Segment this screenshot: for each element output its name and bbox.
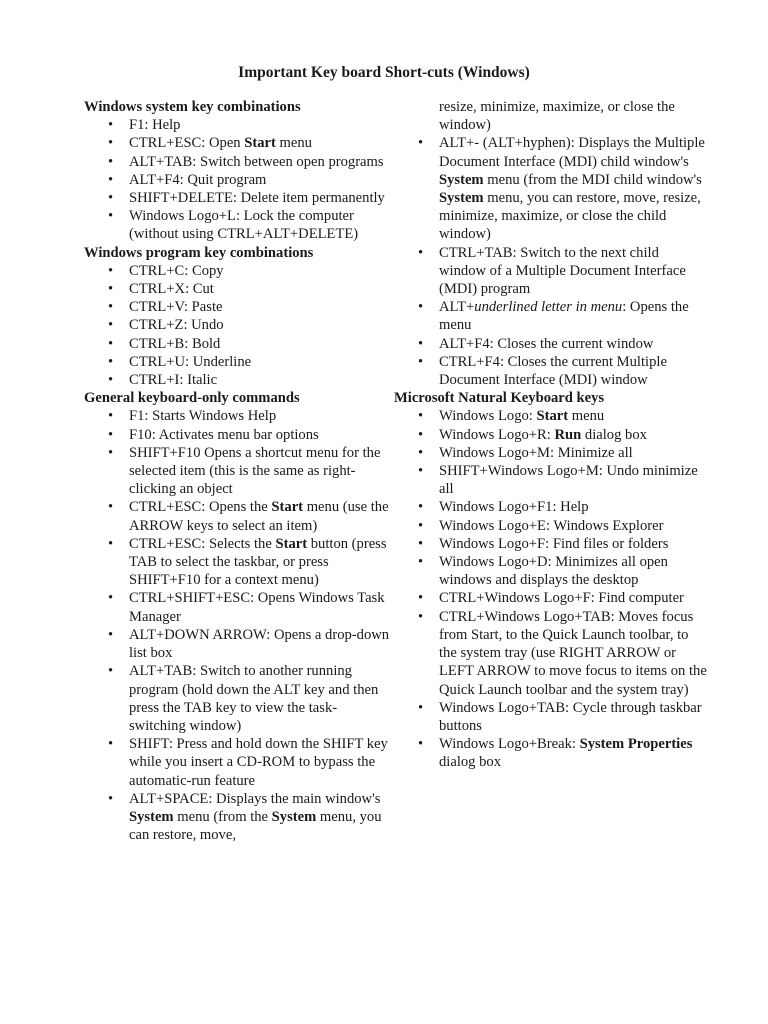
list-item: • CTRL+B: Bold bbox=[84, 335, 390, 353]
list-item: • Windows Logo+D: Minimizes all open windows and displays the desktop bbox=[394, 553, 708, 589]
list-item: • CTRL+ESC: Selects the Start button (press TAB to select the taskbar, or press SHIFT+F10 for a context menu) bbox=[84, 535, 390, 590]
list-item: • F10: Activates menu bar options bbox=[84, 426, 390, 444]
list-item: • CTRL+ESC: Open Start menu bbox=[84, 134, 390, 152]
list-item: • SHIFT+Windows Logo+M: Undo minimize all bbox=[394, 462, 708, 498]
right-column bbox=[394, 98, 708, 772]
list-item: • CTRL+C: Copy bbox=[84, 262, 390, 280]
bullet-list bbox=[394, 98, 708, 134]
list-item: • ALT+TAB: Switch between open programs bbox=[84, 153, 390, 171]
list-item: • ALT+SPACE: Displays the main window's System menu (from the System menu, you can restore, move, bbox=[84, 790, 390, 845]
list-item: • CTRL+ESC: Opens the Start menu (use the ARROW keys to select an item) bbox=[84, 498, 390, 534]
list-item: • CTRL+V: Paste bbox=[84, 298, 390, 316]
section-heading: Microsoft Natural Keyboard keys bbox=[394, 390, 605, 407]
bullet-list bbox=[84, 407, 390, 844]
list-item: • ALT+underlined letter in menu: Opens the menu bbox=[394, 298, 708, 334]
bullet-list bbox=[84, 116, 390, 243]
section-heading: General keyboard-only commands bbox=[84, 390, 300, 407]
list-item-continuation: resize, minimize, maximize, or close the window) bbox=[439, 99, 675, 134]
list-item: • ALT+- (ALT+hyphen): Displays the Multiple Document Interface (MDI) child window's System menu (from the MDI child window's System menu, you can restore, move, resize, minimize, maximize, or close the child window) bbox=[394, 134, 708, 243]
list-item: • ALT+DOWN ARROW: Opens a drop-down list box bbox=[84, 626, 390, 662]
list-item: • CTRL+I: Italic bbox=[84, 371, 390, 389]
list-item: • Windows Logo+L: Lock the computer (without using CTRL+ALT+DELETE) bbox=[84, 207, 390, 243]
list-item: • Windows Logo: Start menu bbox=[394, 407, 708, 425]
list-item: • Windows Logo+F: Find files or folders bbox=[394, 535, 708, 553]
list-item: • CTRL+F4: Closes the current Multiple Document Interface (MDI) window bbox=[394, 353, 708, 389]
list-item: • ALT+F4: Closes the current window bbox=[394, 335, 708, 353]
list-item: • F1: Help bbox=[84, 116, 390, 134]
list-item: • Windows Logo+TAB: Cycle through taskbar buttons bbox=[394, 699, 708, 735]
bullet-list bbox=[394, 134, 708, 389]
list-item: • ALT+TAB: Switch to another running program (hold down the ALT key and then press the TAB key to view the task-switching window) bbox=[84, 662, 390, 735]
list-item: • Windows Logo+M: Minimize all bbox=[394, 444, 708, 462]
bullet-list bbox=[84, 262, 390, 389]
list-item: • SHIFT+F10 Opens a shortcut menu for the selected item (this is the same as right-clicking an object bbox=[84, 444, 390, 499]
list-item: • SHIFT+DELETE: Delete item permanently bbox=[84, 189, 390, 207]
list-item: • CTRL+X: Cut bbox=[84, 280, 390, 298]
list-item: • ALT+F4: Quit program bbox=[84, 171, 390, 189]
section-heading: Windows system key combinations bbox=[84, 99, 301, 115]
page-title: Important Key board Short-cuts (Windows) bbox=[238, 64, 530, 81]
list-item: • CTRL+Z: Undo bbox=[84, 316, 390, 334]
list-item: • Windows Logo+E: Windows Explorer bbox=[394, 517, 708, 535]
list-item: • CTRL+TAB: Switch to the next child window of a Multiple Document Interface (MDI) program bbox=[394, 244, 708, 299]
list-item: • CTRL+U: Underline bbox=[84, 353, 390, 371]
section-heading: Windows program key combinations bbox=[84, 244, 314, 261]
list-item: • F1: Starts Windows Help bbox=[84, 407, 390, 425]
list-item: • CTRL+Windows Logo+TAB: Moves focus from Start, to the Quick Launch toolbar, to the system tray (use RIGHT ARROW or LEFT ARROW to move focus to items on the Quick Launch toolbar and the system tray) bbox=[394, 608, 708, 699]
list-item: • SHIFT: Press and hold down the SHIFT key while you insert a CD-ROM to bypass the automatic-run feature bbox=[84, 735, 390, 790]
bullet-list bbox=[394, 407, 708, 771]
list-item: • CTRL+SHIFT+ESC: Opens Windows Task Manager bbox=[84, 589, 390, 625]
list-item: • Windows Logo+Break: System Properties dialog box bbox=[394, 735, 708, 771]
left-column bbox=[84, 98, 390, 844]
list-item: • Windows Logo+F1: Help bbox=[394, 498, 708, 516]
list-item: • CTRL+Windows Logo+F: Find computer bbox=[394, 589, 708, 607]
list-item: • Windows Logo+R: Run dialog box bbox=[394, 426, 708, 444]
